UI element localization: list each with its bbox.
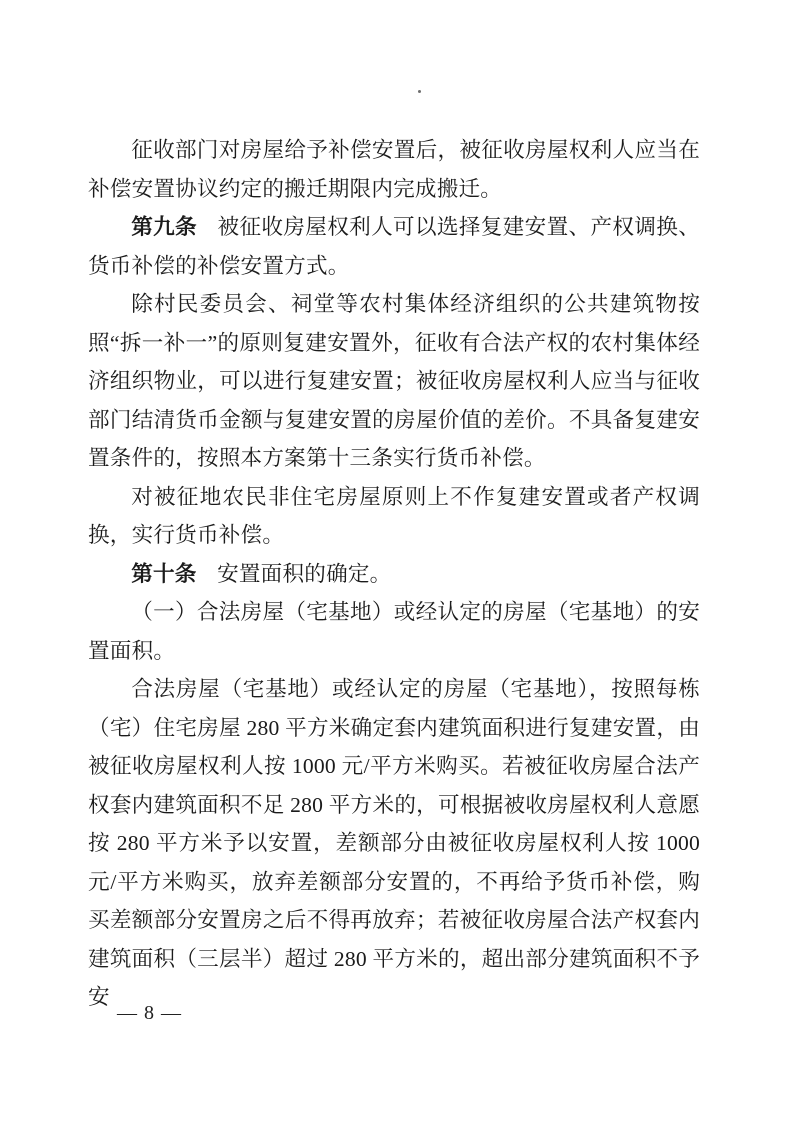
- paragraph-article-10: [88, 555, 700, 594]
- page-number: — 8 —: [117, 1002, 182, 1024]
- paragraph-text: 除村民委员会、祠堂等农村集体经济组织的公共建筑物按照“拆一补一”的原则复建安置外，征收有合法产权的农村集体经济组织物业，可以进行复建安置；被征收房屋权利人应当与征收部门结清货币金额与复建安置的房屋价值的差价。不具备复建安置条件的，按照本方案第十三条实行货币补偿。: [88, 292, 700, 470]
- document-body: [88, 131, 700, 1017]
- scan-artifact-speck: [418, 90, 421, 93]
- paragraph-text: 征收部门对房屋给予补偿安置后，被征收房屋权利人应当在补偿安置协议约定的搬迁期限内完成搬迁。: [88, 138, 700, 201]
- paragraph-resettlement-area-rules: [88, 670, 700, 1017]
- paragraph-text: 安置面积的确定。: [217, 561, 392, 586]
- article-9-label: 第九条: [131, 214, 197, 239]
- paragraph-non-residential: [88, 478, 700, 555]
- paragraph-text: （一）合法房屋（宅基地）或经认定的房屋（宅基地）的安置面积。: [88, 600, 700, 663]
- paragraph-relocation-deadline: [88, 131, 700, 208]
- article-10-label: 第十条: [131, 560, 197, 586]
- paragraph-item-1-heading: [88, 593, 700, 670]
- paragraph-article-9: [88, 208, 700, 285]
- paragraph-text: 合法房屋（宅基地）或经认定的房屋（宅基地），按照每栋（宅）住宅房屋 280 平方米确定套内建筑面积进行复建安置，由被征收房屋权利人按 1000 元/平方米购买。若被征收房屋合法产权套内建筑面积不足 280 平方米的，可根据被收房屋权利人意愿按 280 平方米予以安置，差额部分由被征收房屋权利人按 1000 元/平方米购买，放弃差额部分安置的，不再给予货币补偿，购买差额部分安置房之后不得再放弃；若被征收房屋合法产权套内建筑面积（三层半）超过 280 平方米的，超出部分建筑面积不予安: [88, 677, 700, 1009]
- paragraph-text: 被征收房屋权利人可以选择复建安置、产权调换、货币补偿的补偿安置方式。: [88, 215, 700, 278]
- paragraph-text: 对被征地农民非住宅房屋原则上不作复建安置或者产权调换，实行货币补偿。: [88, 484, 700, 547]
- paragraph-collective-property: [88, 285, 700, 478]
